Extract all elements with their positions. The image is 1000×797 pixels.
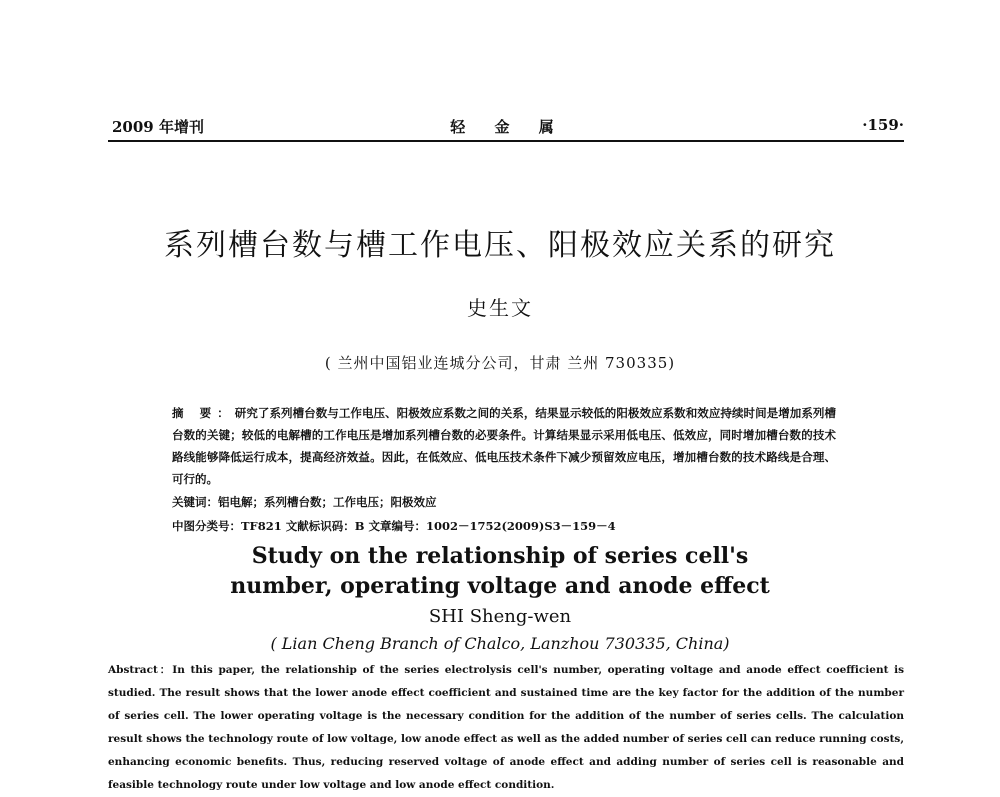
english-title-line-1: Study on the relationship of series cell's	[251, 543, 749, 569]
keywords: 关键词：铝电解；系列槽台数；工作电压；阳极效应	[172, 495, 437, 509]
english-affiliation: ( Lian Cheng Branch of Chalco, Lanzhou 730335, China)	[270, 634, 730, 653]
header-journal: 轻 金 属	[450, 118, 566, 136]
running-header	[112, 116, 904, 138]
abstract-label: 摘 要：	[172, 406, 235, 420]
header-issue: 2009 年增刊	[112, 118, 204, 136]
english-title-line-2: number, operating voltage and anode effect	[230, 573, 770, 599]
affiliation: ( 兰州中国铝业连城分公司，甘肃 兰州 730335)	[324, 354, 676, 372]
english-author: SHI Sheng-wen	[428, 606, 572, 627]
paper-title: 系列槽台数与槽工作电压、阳极效应关系的研究	[164, 228, 836, 263]
abstract-text: 研究了系列槽台数与工作电压、阳极效应系数之间的关系，结果显示较低的阳极效应系数和效应持续时间是增加系列槽台数的关键；较低的电解槽的工作电压是增加系列槽台数的必要条件。计算结果显示采用低电压、低效应，同时增加槽台数的技术路线能够降低运行成本，提高经济效益。因此，在低效应、低电压技术条件下减少预留效应电压，增加槽台数的技术路线是合理、可行的。	[172, 406, 836, 486]
header-rule	[108, 140, 904, 142]
abstract-en-text: In this paper, the relationship of the series electrolysis cell's number, operating voltage and anode effect coefficient is studied. The result shows that the lower anode effect coefficient and sustained time are the key factor for the addition of the number of series cell. The lower operating voltage is the necessary condition for the addition of the number of series cells. The calculation result shows the technology route of low voltage, low anode effect as well as the added number of series cell can reduce running costs, enhancing economic benefits. Thus, reducing reserved voltage of anode effect and adding number of series cell is reasonable and feasible technology route under low voltage and low anode effect condition.	[108, 664, 904, 791]
classification-line: 中图分类号：TF821 文献标识码：B 文章编号：1002－1752(2009)S3－159－4	[172, 519, 616, 533]
abstract-chinese	[172, 402, 836, 490]
abstract-english	[108, 659, 904, 797]
english-title	[0, 541, 1000, 601]
author: 史生文	[467, 296, 533, 320]
header-page-number: ·159·	[862, 116, 904, 134]
abstract-en-label: Abstract：	[108, 664, 173, 676]
